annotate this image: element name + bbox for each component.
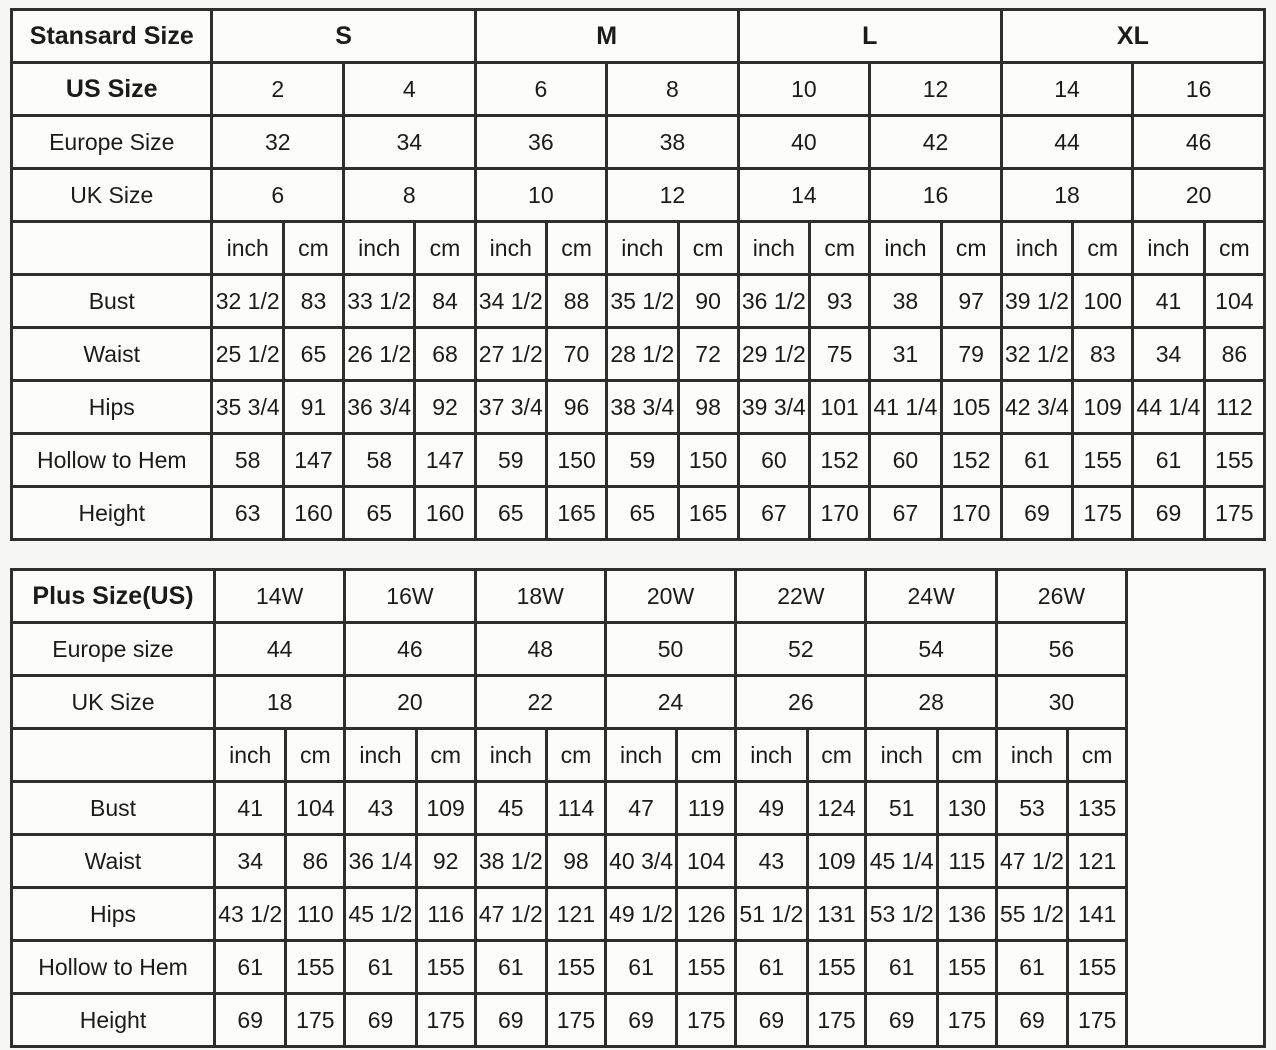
value-cell: 34 xyxy=(344,116,476,169)
row-label: Hollow to Hem xyxy=(12,941,215,994)
value-cell: 55 1/2 xyxy=(996,888,1067,941)
value-cell: 61 xyxy=(996,941,1067,994)
value-cell: 155 xyxy=(1204,434,1264,487)
value-cell: 40 3/4 xyxy=(605,835,676,888)
value-cell: 46 xyxy=(345,623,475,676)
value-cell: cm xyxy=(1073,222,1133,275)
value-cell: 35 3/4 xyxy=(212,381,283,434)
value-cell: 20 xyxy=(1133,169,1265,222)
value-cell: 175 xyxy=(547,994,606,1047)
row-label: Hips xyxy=(12,888,215,941)
value-cell: 114 xyxy=(547,782,606,835)
value-cell: 44 1/4 xyxy=(1133,381,1204,434)
value-cell: 65 xyxy=(344,487,415,540)
value-cell: 24 xyxy=(605,676,735,729)
value-cell: cm xyxy=(677,729,736,782)
value-cell: 32 1/2 xyxy=(212,275,283,328)
row-label: Waist xyxy=(12,835,215,888)
value-cell: 32 1/2 xyxy=(1001,328,1072,381)
row-label: Hollow to Hem xyxy=(12,434,212,487)
value-cell: 69 xyxy=(1133,487,1204,540)
value-cell: 135 xyxy=(1068,782,1127,835)
value-cell: 86 xyxy=(1204,328,1264,381)
value-cell: 130 xyxy=(937,782,996,835)
value-cell: 46 xyxy=(1133,116,1265,169)
value-cell: 83 xyxy=(283,275,343,328)
value-cell: 41 xyxy=(1133,275,1204,328)
value-cell: 54 xyxy=(866,623,996,676)
value-cell: 109 xyxy=(807,835,866,888)
value-cell: 51 1/2 xyxy=(736,888,807,941)
value-cell: 29 1/2 xyxy=(738,328,809,381)
value-cell: 141 xyxy=(1068,888,1127,941)
europe-size-row xyxy=(12,116,1265,169)
value-cell: 18W xyxy=(475,570,605,623)
unit-row xyxy=(12,222,1265,275)
value-cell: 38 1/2 xyxy=(475,835,546,888)
value-cell: 65 xyxy=(283,328,343,381)
row-label: UK Size xyxy=(12,169,212,222)
value-cell: inch xyxy=(870,222,941,275)
value-cell: 60 xyxy=(738,434,809,487)
bust-row xyxy=(12,782,1265,835)
value-cell: 50 xyxy=(605,623,735,676)
value-cell: 86 xyxy=(286,835,345,888)
bust-row xyxy=(12,275,1265,328)
value-cell: 60 xyxy=(870,434,941,487)
value-cell: 49 1/2 xyxy=(605,888,676,941)
value-cell: 45 xyxy=(475,782,546,835)
value-cell: 170 xyxy=(941,487,1001,540)
value-cell: 69 xyxy=(1001,487,1072,540)
value-cell: 34 xyxy=(1133,328,1204,381)
value-cell: 61 xyxy=(866,941,937,994)
row-label: Bust xyxy=(12,275,212,328)
value-cell: 4 xyxy=(344,63,476,116)
value-cell: 37 3/4 xyxy=(475,381,546,434)
value-cell: 10 xyxy=(738,63,870,116)
value-cell: 147 xyxy=(283,434,343,487)
value-cell: 67 xyxy=(738,487,809,540)
value-cell: cm xyxy=(807,729,866,782)
value-cell: cm xyxy=(678,222,738,275)
value-cell: 152 xyxy=(941,434,1001,487)
value-cell: 12 xyxy=(607,169,739,222)
plus-size-table xyxy=(10,568,1266,1048)
value-cell: cm xyxy=(810,222,870,275)
value-cell: cm xyxy=(941,222,1001,275)
value-cell: 104 xyxy=(286,782,345,835)
value-cell: 47 1/2 xyxy=(475,888,546,941)
value-cell: 18 xyxy=(215,676,345,729)
waist-row xyxy=(12,328,1265,381)
value-cell: inch xyxy=(345,729,416,782)
value-cell: 34 1/2 xyxy=(475,275,546,328)
value-cell: 8 xyxy=(344,169,476,222)
value-cell: 83 xyxy=(1073,328,1133,381)
value-cell: 36 1/2 xyxy=(738,275,809,328)
value-cell: 14 xyxy=(1001,63,1133,116)
value-cell: 61 xyxy=(1133,434,1204,487)
value-cell: 155 xyxy=(807,941,866,994)
value-cell: 121 xyxy=(547,888,606,941)
size-group-row xyxy=(12,10,1265,63)
value-cell: cm xyxy=(547,729,606,782)
value-cell: 97 xyxy=(941,275,1001,328)
size-group-m: M xyxy=(475,10,738,63)
value-cell: inch xyxy=(1001,222,1072,275)
empty-corner-cell xyxy=(12,729,215,782)
empty-corner-cell xyxy=(12,222,212,275)
value-cell: inch xyxy=(475,729,546,782)
value-cell: 31 xyxy=(870,328,941,381)
value-cell: 27 1/2 xyxy=(475,328,546,381)
value-cell: 121 xyxy=(1068,835,1127,888)
value-cell: 24W xyxy=(866,570,996,623)
value-cell: inch xyxy=(212,222,283,275)
value-cell: 48 xyxy=(475,623,605,676)
value-cell: 147 xyxy=(415,434,475,487)
row-label: Bust xyxy=(12,782,215,835)
value-cell: 40 xyxy=(738,116,870,169)
value-cell: 22W xyxy=(736,570,866,623)
value-cell: inch xyxy=(738,222,809,275)
value-cell: 93 xyxy=(810,275,870,328)
value-cell: 160 xyxy=(283,487,343,540)
value-cell: 75 xyxy=(810,328,870,381)
value-cell: 69 xyxy=(605,994,676,1047)
value-cell: 136 xyxy=(937,888,996,941)
value-cell: inch xyxy=(1133,222,1204,275)
value-cell: inch xyxy=(605,729,676,782)
value-cell: 175 xyxy=(1204,487,1264,540)
value-cell: 28 xyxy=(866,676,996,729)
value-cell: 47 1/2 xyxy=(996,835,1067,888)
value-cell: 44 xyxy=(1001,116,1133,169)
row-label: Europe size xyxy=(12,623,215,676)
value-cell: 165 xyxy=(678,487,738,540)
value-cell: 45 1/4 xyxy=(866,835,937,888)
value-cell: 36 3/4 xyxy=(344,381,415,434)
value-cell: 38 xyxy=(607,116,739,169)
value-cell: cm xyxy=(415,222,475,275)
waist-row xyxy=(12,835,1265,888)
value-cell: 52 xyxy=(736,623,866,676)
value-cell: 101 xyxy=(810,381,870,434)
height-row xyxy=(12,994,1265,1047)
value-cell: 16 xyxy=(870,169,1002,222)
value-cell: 58 xyxy=(212,434,283,487)
value-cell: 65 xyxy=(475,487,546,540)
value-cell: 175 xyxy=(677,994,736,1047)
value-cell: 61 xyxy=(736,941,807,994)
value-cell: 53 xyxy=(996,782,1067,835)
plus-size-row xyxy=(12,570,1265,623)
value-cell: 26 1/2 xyxy=(344,328,415,381)
value-cell: cm xyxy=(546,222,606,275)
value-cell: inch xyxy=(344,222,415,275)
value-cell: 112 xyxy=(1204,381,1264,434)
uk-size-row xyxy=(12,676,1265,729)
row-label: Height xyxy=(12,994,215,1047)
value-cell: 45 1/2 xyxy=(345,888,416,941)
value-cell: 63 xyxy=(212,487,283,540)
plus-size-header: Plus Size(US) xyxy=(12,570,215,623)
value-cell: 61 xyxy=(1001,434,1072,487)
standard-size-header: Stansard Size xyxy=(12,10,212,63)
value-cell: 115 xyxy=(937,835,996,888)
value-cell: 39 3/4 xyxy=(738,381,809,434)
value-cell: 100 xyxy=(1073,275,1133,328)
hips-row xyxy=(12,888,1265,941)
row-label: Hips xyxy=(12,381,212,434)
value-cell: 175 xyxy=(1068,994,1127,1047)
value-cell: 150 xyxy=(546,434,606,487)
value-cell: 69 xyxy=(996,994,1067,1047)
value-cell: 59 xyxy=(607,434,678,487)
value-cell: 53 1/2 xyxy=(866,888,937,941)
value-cell: 36 xyxy=(475,116,607,169)
value-cell: 12 xyxy=(870,63,1002,116)
value-cell: 8 xyxy=(607,63,739,116)
value-cell: cm xyxy=(286,729,345,782)
unit-row xyxy=(12,729,1265,782)
value-cell: 65 xyxy=(607,487,678,540)
value-cell: inch xyxy=(736,729,807,782)
value-cell: 165 xyxy=(546,487,606,540)
value-cell: 10 xyxy=(475,169,607,222)
value-cell: 36 1/4 xyxy=(345,835,416,888)
empty-trailing-cell xyxy=(1127,570,1265,1047)
value-cell: 175 xyxy=(937,994,996,1047)
value-cell: 68 xyxy=(415,328,475,381)
value-cell: inch xyxy=(215,729,286,782)
value-cell: 34 xyxy=(215,835,286,888)
value-cell: 16W xyxy=(345,570,475,623)
value-cell: 28 1/2 xyxy=(607,328,678,381)
value-cell: 175 xyxy=(416,994,475,1047)
value-cell: 104 xyxy=(677,835,736,888)
value-cell: 92 xyxy=(416,835,475,888)
value-cell: 69 xyxy=(866,994,937,1047)
value-cell: 43 1/2 xyxy=(215,888,286,941)
value-cell: 69 xyxy=(215,994,286,1047)
value-cell: 26 xyxy=(736,676,866,729)
value-cell: 41 xyxy=(215,782,286,835)
value-cell: 20W xyxy=(605,570,735,623)
value-cell: cm xyxy=(283,222,343,275)
value-cell: 2 xyxy=(212,63,344,116)
value-cell: 152 xyxy=(810,434,870,487)
value-cell: 42 xyxy=(870,116,1002,169)
value-cell: cm xyxy=(937,729,996,782)
value-cell: 155 xyxy=(937,941,996,994)
value-cell: 155 xyxy=(547,941,606,994)
value-cell: 155 xyxy=(286,941,345,994)
value-cell: 26W xyxy=(996,570,1126,623)
table-gap xyxy=(10,541,1266,568)
value-cell: 170 xyxy=(810,487,870,540)
row-label: Europe Size xyxy=(12,116,212,169)
value-cell: 41 1/4 xyxy=(870,381,941,434)
value-cell: 33 1/2 xyxy=(344,275,415,328)
value-cell: 69 xyxy=(736,994,807,1047)
value-cell: 175 xyxy=(807,994,866,1047)
value-cell: 155 xyxy=(416,941,475,994)
hollow-to-hem-row xyxy=(12,434,1265,487)
value-cell: inch xyxy=(866,729,937,782)
value-cell: cm xyxy=(1204,222,1264,275)
us-size-row xyxy=(12,63,1265,116)
value-cell: 18 xyxy=(1001,169,1133,222)
value-cell: 6 xyxy=(475,63,607,116)
value-cell: 98 xyxy=(547,835,606,888)
value-cell: 22 xyxy=(475,676,605,729)
value-cell: 14 xyxy=(738,169,870,222)
value-cell: 90 xyxy=(678,275,738,328)
value-cell: 20 xyxy=(345,676,475,729)
value-cell: 58 xyxy=(344,434,415,487)
row-label: Waist xyxy=(12,328,212,381)
value-cell: 126 xyxy=(677,888,736,941)
value-cell: 35 1/2 xyxy=(607,275,678,328)
value-cell: 160 xyxy=(415,487,475,540)
value-cell: 67 xyxy=(870,487,941,540)
value-cell: 61 xyxy=(215,941,286,994)
value-cell: 91 xyxy=(283,381,343,434)
value-cell: 88 xyxy=(546,275,606,328)
value-cell: 104 xyxy=(1204,275,1264,328)
value-cell: 44 xyxy=(215,623,345,676)
value-cell: 61 xyxy=(345,941,416,994)
value-cell: 98 xyxy=(678,381,738,434)
value-cell: 39 1/2 xyxy=(1001,275,1072,328)
value-cell: 25 1/2 xyxy=(212,328,283,381)
value-cell: 16 xyxy=(1133,63,1265,116)
value-cell: 131 xyxy=(807,888,866,941)
value-cell: 92 xyxy=(415,381,475,434)
uk-size-row xyxy=(12,169,1265,222)
value-cell: inch xyxy=(996,729,1067,782)
value-cell: 69 xyxy=(475,994,546,1047)
value-cell: 124 xyxy=(807,782,866,835)
value-cell: 155 xyxy=(677,941,736,994)
value-cell: inch xyxy=(475,222,546,275)
value-cell: 109 xyxy=(416,782,475,835)
row-label: UK Size xyxy=(12,676,215,729)
size-group-s: S xyxy=(212,10,475,63)
value-cell: 72 xyxy=(678,328,738,381)
value-cell: 30 xyxy=(996,676,1126,729)
height-row xyxy=(12,487,1265,540)
value-cell: 105 xyxy=(941,381,1001,434)
value-cell: 119 xyxy=(677,782,736,835)
value-cell: 61 xyxy=(605,941,676,994)
size-group-xl: XL xyxy=(1001,10,1264,63)
value-cell: 38 xyxy=(870,275,941,328)
value-cell: 70 xyxy=(546,328,606,381)
value-cell: 150 xyxy=(678,434,738,487)
hips-row xyxy=(12,381,1265,434)
row-label: US Size xyxy=(12,63,212,116)
value-cell: 43 xyxy=(736,835,807,888)
value-cell: cm xyxy=(416,729,475,782)
value-cell: 116 xyxy=(416,888,475,941)
value-cell: 14W xyxy=(215,570,345,623)
europe-size-row xyxy=(12,623,1265,676)
value-cell: 6 xyxy=(212,169,344,222)
value-cell: 61 xyxy=(475,941,546,994)
value-cell: 51 xyxy=(866,782,937,835)
size-group-l: L xyxy=(738,10,1001,63)
value-cell: 110 xyxy=(286,888,345,941)
value-cell: 109 xyxy=(1073,381,1133,434)
value-cell: 47 xyxy=(605,782,676,835)
value-cell: 69 xyxy=(345,994,416,1047)
row-label: Height xyxy=(12,487,212,540)
value-cell: 96 xyxy=(546,381,606,434)
value-cell: 32 xyxy=(212,116,344,169)
value-cell: 38 3/4 xyxy=(607,381,678,434)
value-cell: 49 xyxy=(736,782,807,835)
value-cell: 79 xyxy=(941,328,1001,381)
value-cell: 175 xyxy=(1073,487,1133,540)
value-cell: 59 xyxy=(475,434,546,487)
value-cell: 175 xyxy=(286,994,345,1047)
value-cell: 43 xyxy=(345,782,416,835)
value-cell: 84 xyxy=(415,275,475,328)
value-cell: 56 xyxy=(996,623,1126,676)
value-cell: 155 xyxy=(1068,941,1127,994)
value-cell: cm xyxy=(1068,729,1127,782)
value-cell: inch xyxy=(607,222,678,275)
value-cell: 155 xyxy=(1073,434,1133,487)
value-cell: 42 3/4 xyxy=(1001,381,1072,434)
hollow-to-hem-row xyxy=(12,941,1265,994)
standard-size-table xyxy=(10,8,1266,541)
